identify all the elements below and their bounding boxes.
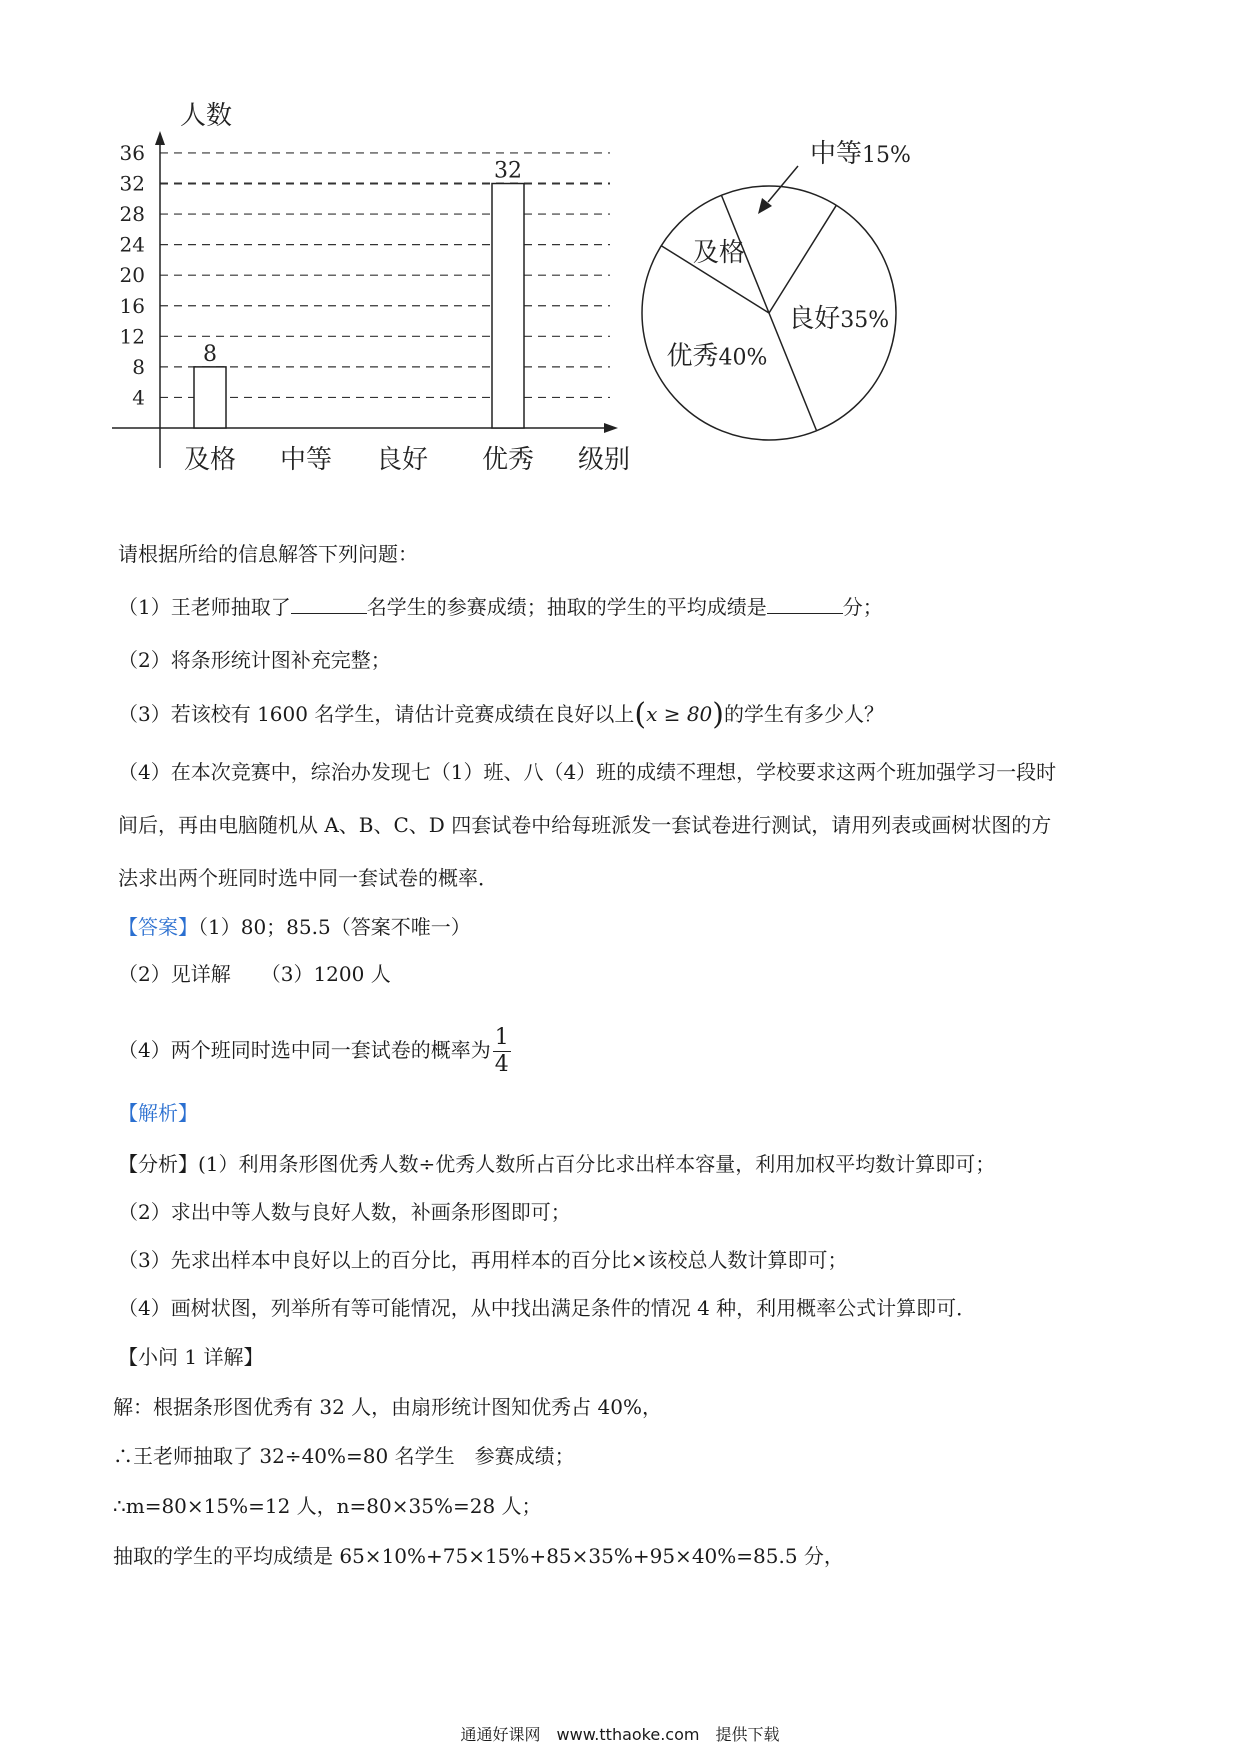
- question-4-line-1: （4）在本次竞赛中，综治办发现七（1）班、八（4）班的成绩不理想，学校要求这两个班加强学习一段时: [118, 760, 1057, 784]
- pie-percent: 15%: [862, 143, 911, 168]
- y-tick-label: 4: [132, 385, 145, 410]
- analysis-4: （4）画树状图，列举所有等可能情况，从中找出满足条件的情况 4 种，利用概率公式计算即可．: [118, 1296, 977, 1320]
- question-1: （1）王老师抽取了 名学生的参赛成绩；抽取的学生的平均成绩是 分；: [118, 595, 883, 619]
- answer-4: （4）两个班同时选中同一套试卷的概率为 $\frac{1}{4}$: [118, 1025, 509, 1077]
- analysis-2: （2）求出中等人数与良好人数，补画条形图即可；: [118, 1200, 571, 1224]
- pie-label: 优秀40%: [666, 341, 768, 372]
- probability-fraction: $\frac{1}{4}$: [494, 1025, 509, 1077]
- pie-percent: 35%: [840, 308, 890, 334]
- bar-chart: [112, 101, 630, 475]
- solution-3: ∴m=80×15%=12 人，n=80×35%=28 人；: [113, 1494, 542, 1518]
- question-intro: 请根据所给的信息解答下列问题：: [118, 542, 418, 566]
- pie-label: 及格: [692, 238, 745, 269]
- y-axis-title: 人数: [180, 101, 233, 131]
- x-category-label: 优秀: [481, 445, 535, 475]
- bar: [492, 184, 524, 428]
- subquestion-1-tag: 【小问 1 详解】: [118, 1345, 264, 1369]
- solution-2: ∴王老师抽取了 32÷40%=80 名学生 参赛成绩；: [113, 1444, 575, 1468]
- pie-chart: [642, 139, 911, 440]
- x-category-label: 及格: [183, 445, 237, 475]
- footer-credit: 通通好课网 www.tthaoke.com 提供下载: [460, 1725, 780, 1744]
- y-tick-label: 8: [132, 354, 145, 379]
- answer-tag: 【答案】: [118, 915, 198, 939]
- y-tick-label: 20: [119, 263, 145, 288]
- x-category-label: 良好: [375, 445, 429, 475]
- y-tick-label: 36: [119, 140, 145, 165]
- analysis-3: （3）先求出样本中良好以上的百分比，再用样本的百分比×该校总人数计算即可；: [118, 1248, 848, 1272]
- y-tick-label: 32: [119, 171, 145, 196]
- solution-4: 抽取的学生的平均成绩是 65×10%+75×15%+85×35%+95×40%=85.5 分，: [113, 1544, 844, 1568]
- x-category-label: 中等: [279, 445, 333, 475]
- question-4-line-2: 间后，再由电脑随机从 A、B、C、D 四套试卷中给每班派发一套试卷进行测试，请用列表或画树状图的方: [118, 813, 1052, 837]
- answer-blank: [767, 593, 843, 614]
- y-tick-label: 12: [119, 324, 145, 349]
- x-axis-title: 级别: [578, 445, 631, 475]
- pie-percent: 40%: [718, 345, 768, 371]
- y-axis-arrow: [155, 131, 165, 145]
- solution-1: 解：根据条形图优秀有 32 人，由扇形统计图知优秀占 40%，: [113, 1395, 662, 1419]
- y-tick-label: 24: [119, 232, 145, 257]
- analysis-tag: 【解析】: [118, 1101, 198, 1125]
- pie-label: 良好35%: [788, 304, 890, 335]
- answer-2-3: （2）见详解 （3）1200 人: [118, 962, 391, 986]
- bar: [194, 367, 226, 428]
- figures: [0, 0, 1240, 480]
- pie-label: 中等: [810, 139, 863, 169]
- condition-formula: x ≥ 80: [646, 702, 713, 726]
- question-3: （3）若该校有 1600 名学生，请估计竞赛成绩在良好以上(x ≥ 80)的学生有多少人？: [118, 697, 884, 732]
- bar-value-label: 32: [494, 158, 522, 184]
- bar-value-label: 8: [203, 341, 217, 367]
- answer-1: 【答案】（1）80；85.5（答案不唯一）: [118, 915, 471, 939]
- y-tick-label: 28: [119, 202, 145, 227]
- analysis-1: 【分析】(1）利用条形图优秀人数÷优秀人数所占百分比求出样本容量，利用加权平均数计算即可；: [118, 1152, 996, 1176]
- answer-blank: [291, 593, 367, 614]
- question-4-line-3: 法求出两个班同时选中同一套试卷的概率．: [118, 866, 498, 890]
- question-2: （2）将条形统计图补充完整；: [118, 648, 391, 672]
- y-tick-label: 16: [119, 293, 145, 318]
- x-axis-arrow: [604, 423, 618, 433]
